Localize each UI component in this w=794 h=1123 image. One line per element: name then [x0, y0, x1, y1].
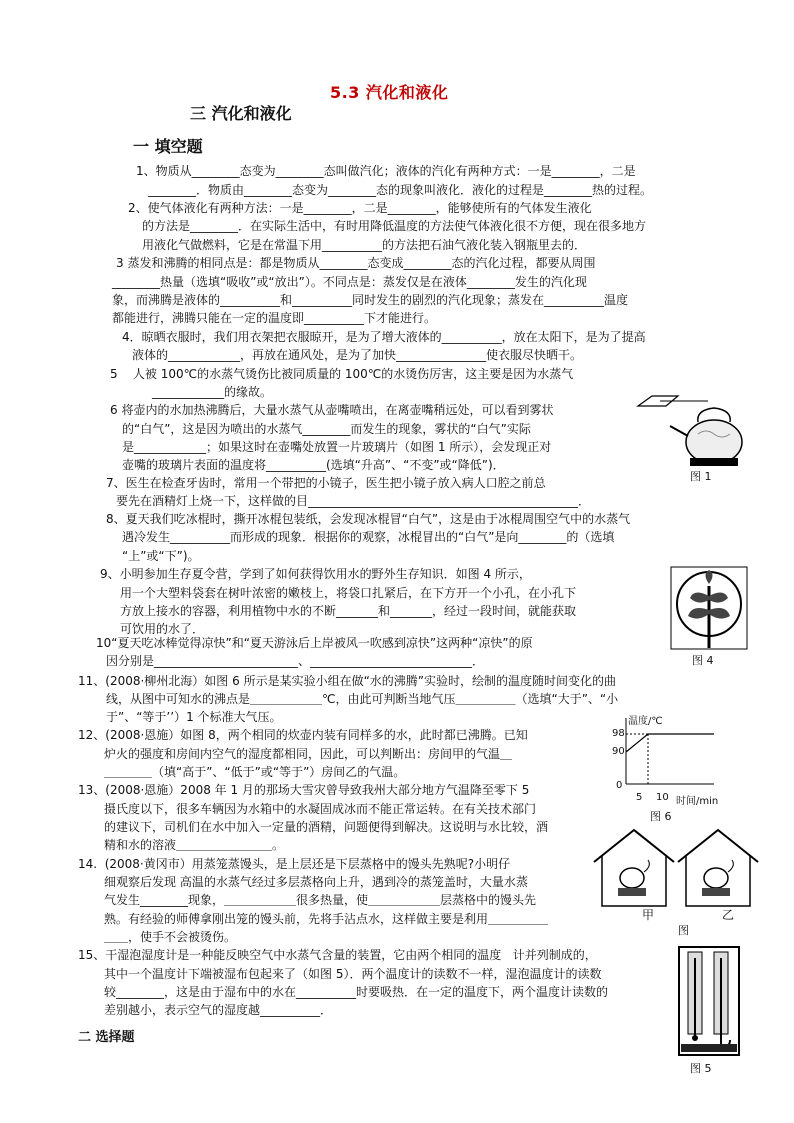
text-line: 都能进行，沸腾只能在一定的温度即__________下才能进行。	[112, 311, 437, 325]
text-line: ____________的缘故。	[152, 385, 273, 399]
text-line: 6 将壶内的水加热沸腾后，大量水蒸气从壶嘴喷出，在离壶嘴稍远处，可以看到雾状	[110, 403, 554, 417]
graph-tick: 0	[616, 780, 623, 791]
kettle-figure	[636, 392, 746, 472]
text-line: 其中一个温度计下端被湿布包起来了（如图 5）．两个温度计的读数不一样，湿泡温度计的读数	[104, 967, 602, 981]
text-line: 15、干湿泡湿度计是一种能反映空气中水蒸气含量的装置，它由两个相同的温度 计并列制成的，	[78, 948, 597, 962]
text-line: 1、物质从________态变为________态叫做汽化；液体的汽化有两种方式：一是________，二是	[136, 164, 636, 178]
text-line: 精和水的溶液＿＿＿＿＿＿＿＿。	[104, 838, 285, 852]
text-line: 遇冷发生__________而形成的现象．根据你的观察，冰棍冒出的“白气”是向________的（选填	[122, 530, 615, 544]
text-line: 线，从图中可知水的沸点是＿＿＿＿＿＿℃，由此可判断当地气压＿＿＿＿＿（选填“大于”、“小	[106, 692, 619, 706]
text-line: 象，而沸腾是液体的__________和__________同时发生的剧烈的汽化现象；蒸发在__________温度	[112, 293, 629, 307]
text-line: 10“夏天吃冰棒觉得凉快”和“夏天游泳后上岸被风一吹感到凉快”这两种“凉快”的原	[96, 636, 533, 650]
text-line: ＿＿＿＿（填“高于”、“低于”或“等于”）房间乙的气温。	[104, 765, 406, 779]
text-line: 摄氏度以下，很多车辆因为水箱中的水凝固成冰而不能正常运转。在有关技术部门	[104, 802, 537, 816]
text-line: 于”、“等于’’）1 个标准大气压。	[106, 710, 282, 724]
text-line: 要先在酒精灯上烧一下，这样做的目_____________________________________________．	[116, 494, 591, 508]
text-line: 11、(2008·柳州北海）如图 6 所示是某实验小组在做“水的沸腾”实验时，绘制的温度随时间变化的曲	[78, 674, 617, 688]
text-line: 炉火的强度和房间内空气的湿度都相同，因此，可以判断出：房间甲的气温＿	[104, 747, 513, 761]
figure-caption: 图 5	[690, 1062, 712, 1075]
text-line: 可饮用的水了．	[120, 622, 205, 636]
text-line: 气发生________现象，＿＿＿＿＿＿很多热量，使＿＿＿＿＿＿层蒸格中的馒头先	[104, 893, 537, 907]
text-line: 12、(2008·恩施）如图 8，两个相同的炊壶内装有同样多的水，此时都已沸腾。已知	[78, 728, 528, 742]
graph-tick: 10	[656, 792, 669, 803]
text-line: 7、医生在检查牙齿时，常用一个带把的小镜子，医生把小镜子放入病人口腔之前总	[106, 476, 546, 490]
chapter-subtitle: 三 汽化和液化	[190, 104, 292, 123]
text-line: 2、使气体液化有两种方法：一是________，二是________，能够使所有的气体发生液化	[128, 201, 592, 215]
graph-tick: 90	[612, 746, 625, 757]
text-line: 用一个大塑料袋套在树叶浓密的嫩枝上，将袋口扎紧后，在下方开一个小孔，在小孔下	[120, 586, 577, 600]
figure-caption: 图 4	[692, 654, 714, 667]
text-line: 的“白气”，这是因为喷出的水蒸气________而发生的现象，雾状的“白气”实际	[122, 422, 531, 436]
text-line: 方放上接水的容器，利用植物中水的不断_______和_______，经过一段时间，就能获取	[120, 604, 577, 618]
text-line: 的方法是________．在实际生活中，有时用降低温度的方法使气体液化很不方便，现在很多地方	[142, 219, 647, 233]
plant-bag-figure	[670, 566, 748, 650]
hygrometer-figure	[678, 946, 740, 1056]
two-houses-figure	[592, 826, 760, 908]
text-line: 因分别是________________________、___________________________．	[106, 654, 485, 668]
text-line: 8、夏天我们吃冰棍时，撕开冰棍包装纸，会发现冰棍冒“白气”，这是由于冰棍周围空气中的水蒸气	[106, 512, 631, 526]
text-line: ＿＿，使手不会被烫伤。	[104, 930, 237, 944]
graph-tick: 5	[636, 792, 643, 803]
text-line: 熟。有经验的师傅拿刚出笼的馒头前，先将手沾点水，这样做主要是利用＿＿＿＿＿	[104, 912, 549, 926]
text-line: 是____________；如果这时在壶嘴处放置一片玻璃片（如图 1 所示），会发现正对	[122, 440, 552, 454]
text-line: 用液化气做燃料，它是在常温下用__________的方法把石油气液化装入钢瓶里去的．	[142, 238, 587, 252]
text-line: 9、小明参加生存夏令营，学到了如何获得饮用水的野外生存知识．如图 4 所示，	[100, 567, 531, 581]
text-line: 细观察后发现 高温的水蒸气经过多层蒸格向上升，遇到冷的蒸笼盖时，大量水蒸	[104, 875, 528, 889]
text-line: 差别越小，表示空气的湿度越__________．	[104, 1003, 333, 1017]
text-line: 壶嘴的玻璃片表面的温度将__________(选填“升高”、“不变”或“降低”)．	[122, 458, 505, 472]
graph-tick: 98	[612, 728, 625, 739]
graph-y-label: 温度/℃	[628, 716, 663, 727]
text-line: 4．晾晒衣服时，我们用衣架把衣服晾开，是为了增大液体的__________，放在太阳下，是为了提高	[122, 330, 646, 344]
figure-caption: 图 1	[690, 470, 712, 483]
text-line: 较________，这是由于湿布中的水在__________时要吸热．在一定的温度下，两个温度计读数的	[104, 985, 609, 999]
text-line: 14. (2008·黄冈市）用蒸笼蒸馒头，是上层还是下层蒸格中的馒头先熟呢?小明仔	[78, 857, 511, 871]
house-label-right: 乙	[722, 908, 735, 922]
figure-caption: 图	[678, 924, 689, 937]
page-title: 5.3 汽化和液化	[330, 83, 449, 102]
graph-x-label: 时间/min	[676, 796, 719, 807]
figure-caption: 图 6	[650, 810, 672, 823]
section-heading-multiple-choice: 二 选择题	[78, 1030, 135, 1045]
house-label-left: 甲	[642, 908, 655, 922]
text-line: 13、(2008·恩施）2008 年 1 月的那场大雪灾曾导致我州大部分地方气温降至零下 5	[78, 783, 530, 797]
text-line: ________．物质由________态变为________态的现象叫液化．液化的过程是________热的过程。	[148, 183, 653, 197]
text-line: “上”或“下”)。	[122, 549, 200, 563]
text-line: 液体的____________，再放在通风处，是为了加快_______________使衣服尽快晒干。	[132, 348, 583, 362]
text-line: ________热量（选填“吸收”或“放出”）。不同点是：蒸发仅是在液体________发生的汽化现	[112, 275, 587, 289]
text-line: 的建议下，司机们在水中加入一定量的酒精，问题便得到解决。这说明与水比较，酒	[104, 820, 549, 834]
text-line: 5 人被 100℃的水蒸气烫伤比被同质量的 100℃的水烫伤厉害，这主要是因为水蒸气	[110, 367, 574, 381]
section-heading-fill-blank: 一 填空题	[133, 137, 203, 156]
text-line: 3 蒸发和沸腾的相同点是：都是物质从________态变成________态的汽化过程，都要从周围	[116, 256, 596, 270]
